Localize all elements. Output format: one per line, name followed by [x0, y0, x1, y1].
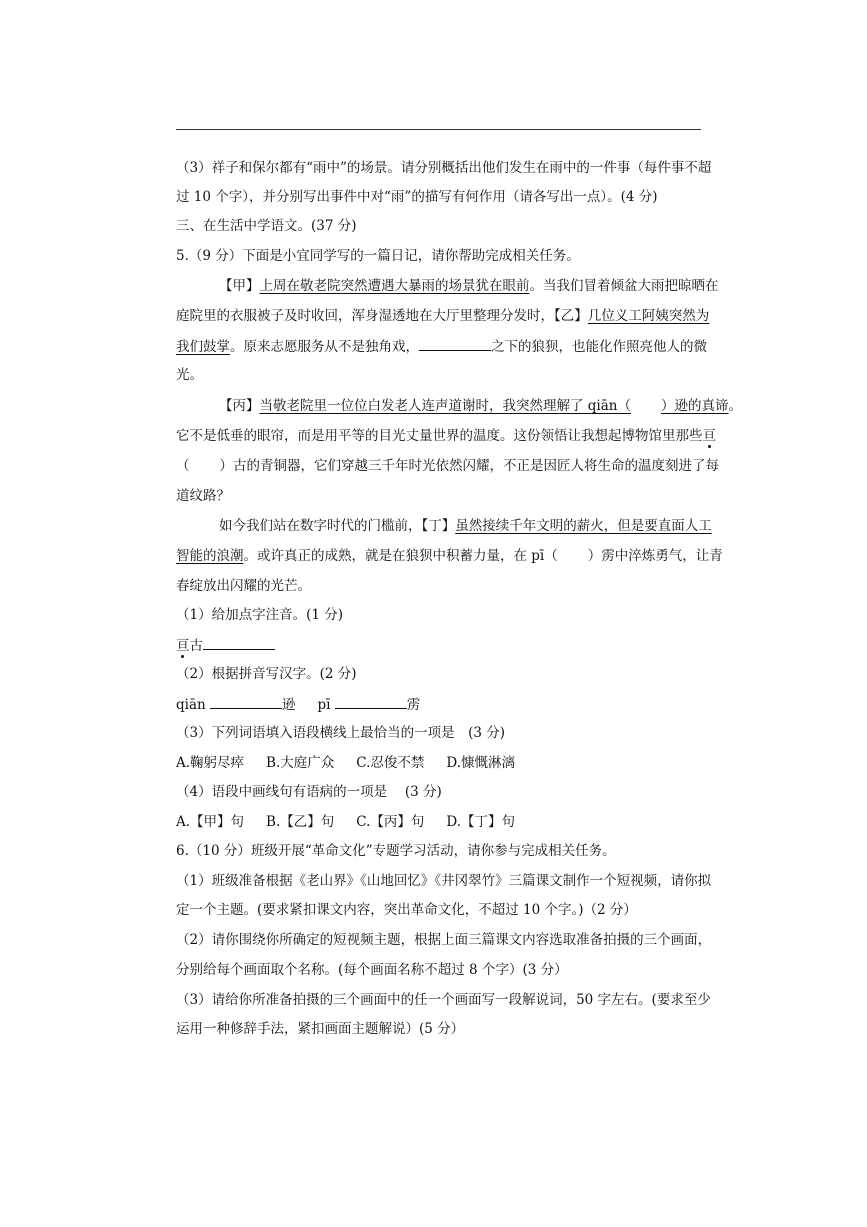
diary-text: 。: [728, 398, 742, 414]
option-a[interactable]: A.鞠躬尽瘁: [176, 755, 245, 771]
diary-text: 。或许真正的成熟，就是在狼狈中积蓄力量，在 pī（: [243, 548, 558, 564]
header-rule: [176, 129, 701, 130]
q5-sub3-label: （3）下列词语填入语段横线上最恰当的一项是 (3 分): [176, 725, 506, 741]
char-text: 雳: [406, 697, 421, 713]
diary-text: 。原来志愿服务从不是独角戏，: [230, 339, 419, 355]
tag-bing: 【丙】: [219, 398, 260, 414]
diary-text: ）古的青铜器，它们穿越三千年时光依然闪耀，不正是因匠人将生命的温度刻进了每: [219, 458, 719, 474]
option-d[interactable]: D.慷慨淋漓: [446, 755, 516, 771]
q5-sub2-label: （2）根据拼音写汉字。(2 分): [176, 666, 357, 682]
q5-sub4-label: （4）语段中画线句有语病的一项是 (3 分): [176, 784, 442, 800]
dotted-char: 亘: [176, 638, 190, 654]
diary-text: 。当我们冒着倾盆大雨把晾晒在: [529, 278, 719, 294]
underlined-sentence-ding-cont: 智能的浪潮: [176, 548, 244, 564]
underlined-sentence-yi: 几位义工阿姨突然为: [587, 308, 710, 324]
q6-sub1-line2: 定一个主题。(要求紧扣课文内容，突出革命文化，不超过 10 个字。)（2 分）: [176, 902, 637, 918]
q5-sub1-answer-line: [176, 635, 275, 656]
dotted-char-gen: 亘: [702, 428, 716, 444]
answer-blank-pi[interactable]: [335, 694, 407, 709]
diary-text: 如今我们站在数字时代的门槛前，: [219, 518, 422, 534]
underlined-sentence-bing: [260, 398, 729, 414]
option-b[interactable]: B.大庭广众: [266, 755, 335, 771]
diary-text: 庭院里的衣服被子及时收回，浑身湿透地在大厅里整理分发时，: [176, 308, 554, 324]
diary-p2-line4: 道纹路？: [176, 488, 230, 504]
q5-intro: 5.（9 分）下面是小宜同学写的一篇日记，请你帮助完成相关任务。: [176, 248, 580, 264]
option-b[interactable]: B.【乙】句: [266, 814, 335, 830]
bing-text-b: ）逊的真谛: [661, 398, 729, 414]
q4-3-line1: （3）祥子和保尔都有“雨中”的场景。请分别概括出他们发生在雨中的一件事（每件事不超: [176, 160, 712, 176]
option-d[interactable]: D.【丁】句: [446, 814, 516, 830]
word-text: 古: [189, 638, 203, 654]
diary-p3-line2: [176, 546, 723, 566]
answer-blank-pinyin[interactable]: [203, 635, 275, 650]
diary-p1-line3: [176, 336, 707, 357]
diary-p3-line1: [219, 516, 712, 536]
fill-blank-idiom[interactable]: [419, 336, 491, 351]
q6-sub3-line2: 运用一种修辞手法，紧扣画面主题解说）(5 分）: [176, 1021, 465, 1037]
q5-sub2-answer-line: [176, 694, 420, 715]
diary-p2-line1: [219, 396, 742, 416]
q6-sub3-line1: （3）请给你所准备拍摄的三个画面中的任一个画面写一段解说词，50 字左右。(要求至少: [176, 992, 711, 1008]
q6-sub2-line1: （2）请你围绕你所确定的短视频主题，根据上面三篇课文内容选取准备拍摄的三个画面，: [176, 932, 712, 948]
diary-text: ）雳中淬炼勇气，让青: [587, 548, 723, 564]
underlined-sentence-yi-cont: 我们鼓掌: [176, 339, 230, 355]
q6-sub1-line1: （1）班级准备根据《老山界》《山地回忆》《井冈翠竹》三篇课文制作一个短视频，请你拟: [176, 873, 712, 889]
bing-text-a: 当敬老院里一位位白发老人连声道谢时，我突然理解了 qiān（: [259, 398, 631, 414]
q4-3-line2: 过 10 个字），并分别写出事件中对“雨”的描写有何作用（请各写出一点）。(4 分): [176, 189, 658, 205]
q6-intro: 6.（10 分）班级开展“革命文化”专题学习活动，请你参与完成相关任务。: [176, 843, 616, 859]
underlined-sentence-jia: 上周在敬老院突然遭遇大暴雨的场景犹在眼前: [259, 278, 530, 294]
answer-blank-qian[interactable]: [210, 694, 282, 709]
diary-p3-line3: 春绽放出闪耀的光芒。: [176, 578, 311, 594]
diary-p2-line2: [176, 426, 716, 446]
diary-p2-line3: [176, 456, 719, 476]
underlined-sentence-ding: 虽然接续千年文明的薪火，但是要直面人工: [455, 518, 712, 534]
diary-p1-line1: [219, 276, 719, 296]
diary-text: 它不是低垂的眼帘，而是用平等的目光丈量世界的温度。这份领悟让我想起博物馆里那些: [176, 428, 703, 444]
char-text: 逊: [282, 697, 296, 713]
pinyin-text: pī: [317, 697, 331, 713]
tag-yi: 【乙】: [554, 308, 588, 324]
diary-p1-line4: 光。: [176, 367, 203, 383]
diary-text: 之下的狼狈，也能化作照亮他人的微: [491, 339, 707, 355]
section-3-heading: 三、在生活中学语文。(37 分): [176, 218, 357, 234]
q5-sub3-options: [176, 753, 515, 773]
diary-text: （: [176, 458, 190, 474]
pinyin-text: qiān: [176, 697, 206, 713]
q6-sub2-line2: 分别给每个画面取个名称。(每个画面名称不超过 8 个字）(3 分）: [176, 962, 568, 978]
tag-jia: 【甲】: [219, 278, 260, 294]
q5-sub1-label: （1）给加点字注音。(1 分): [176, 607, 344, 623]
q5-sub4-options: [176, 812, 515, 832]
tag-ding: 【丁】: [421, 518, 456, 534]
option-c[interactable]: C.忍俊不禁: [356, 755, 425, 771]
diary-p1-line2: [176, 306, 710, 326]
option-c[interactable]: C.【丙】句: [356, 814, 425, 830]
option-a[interactable]: A.【甲】句: [176, 814, 245, 830]
